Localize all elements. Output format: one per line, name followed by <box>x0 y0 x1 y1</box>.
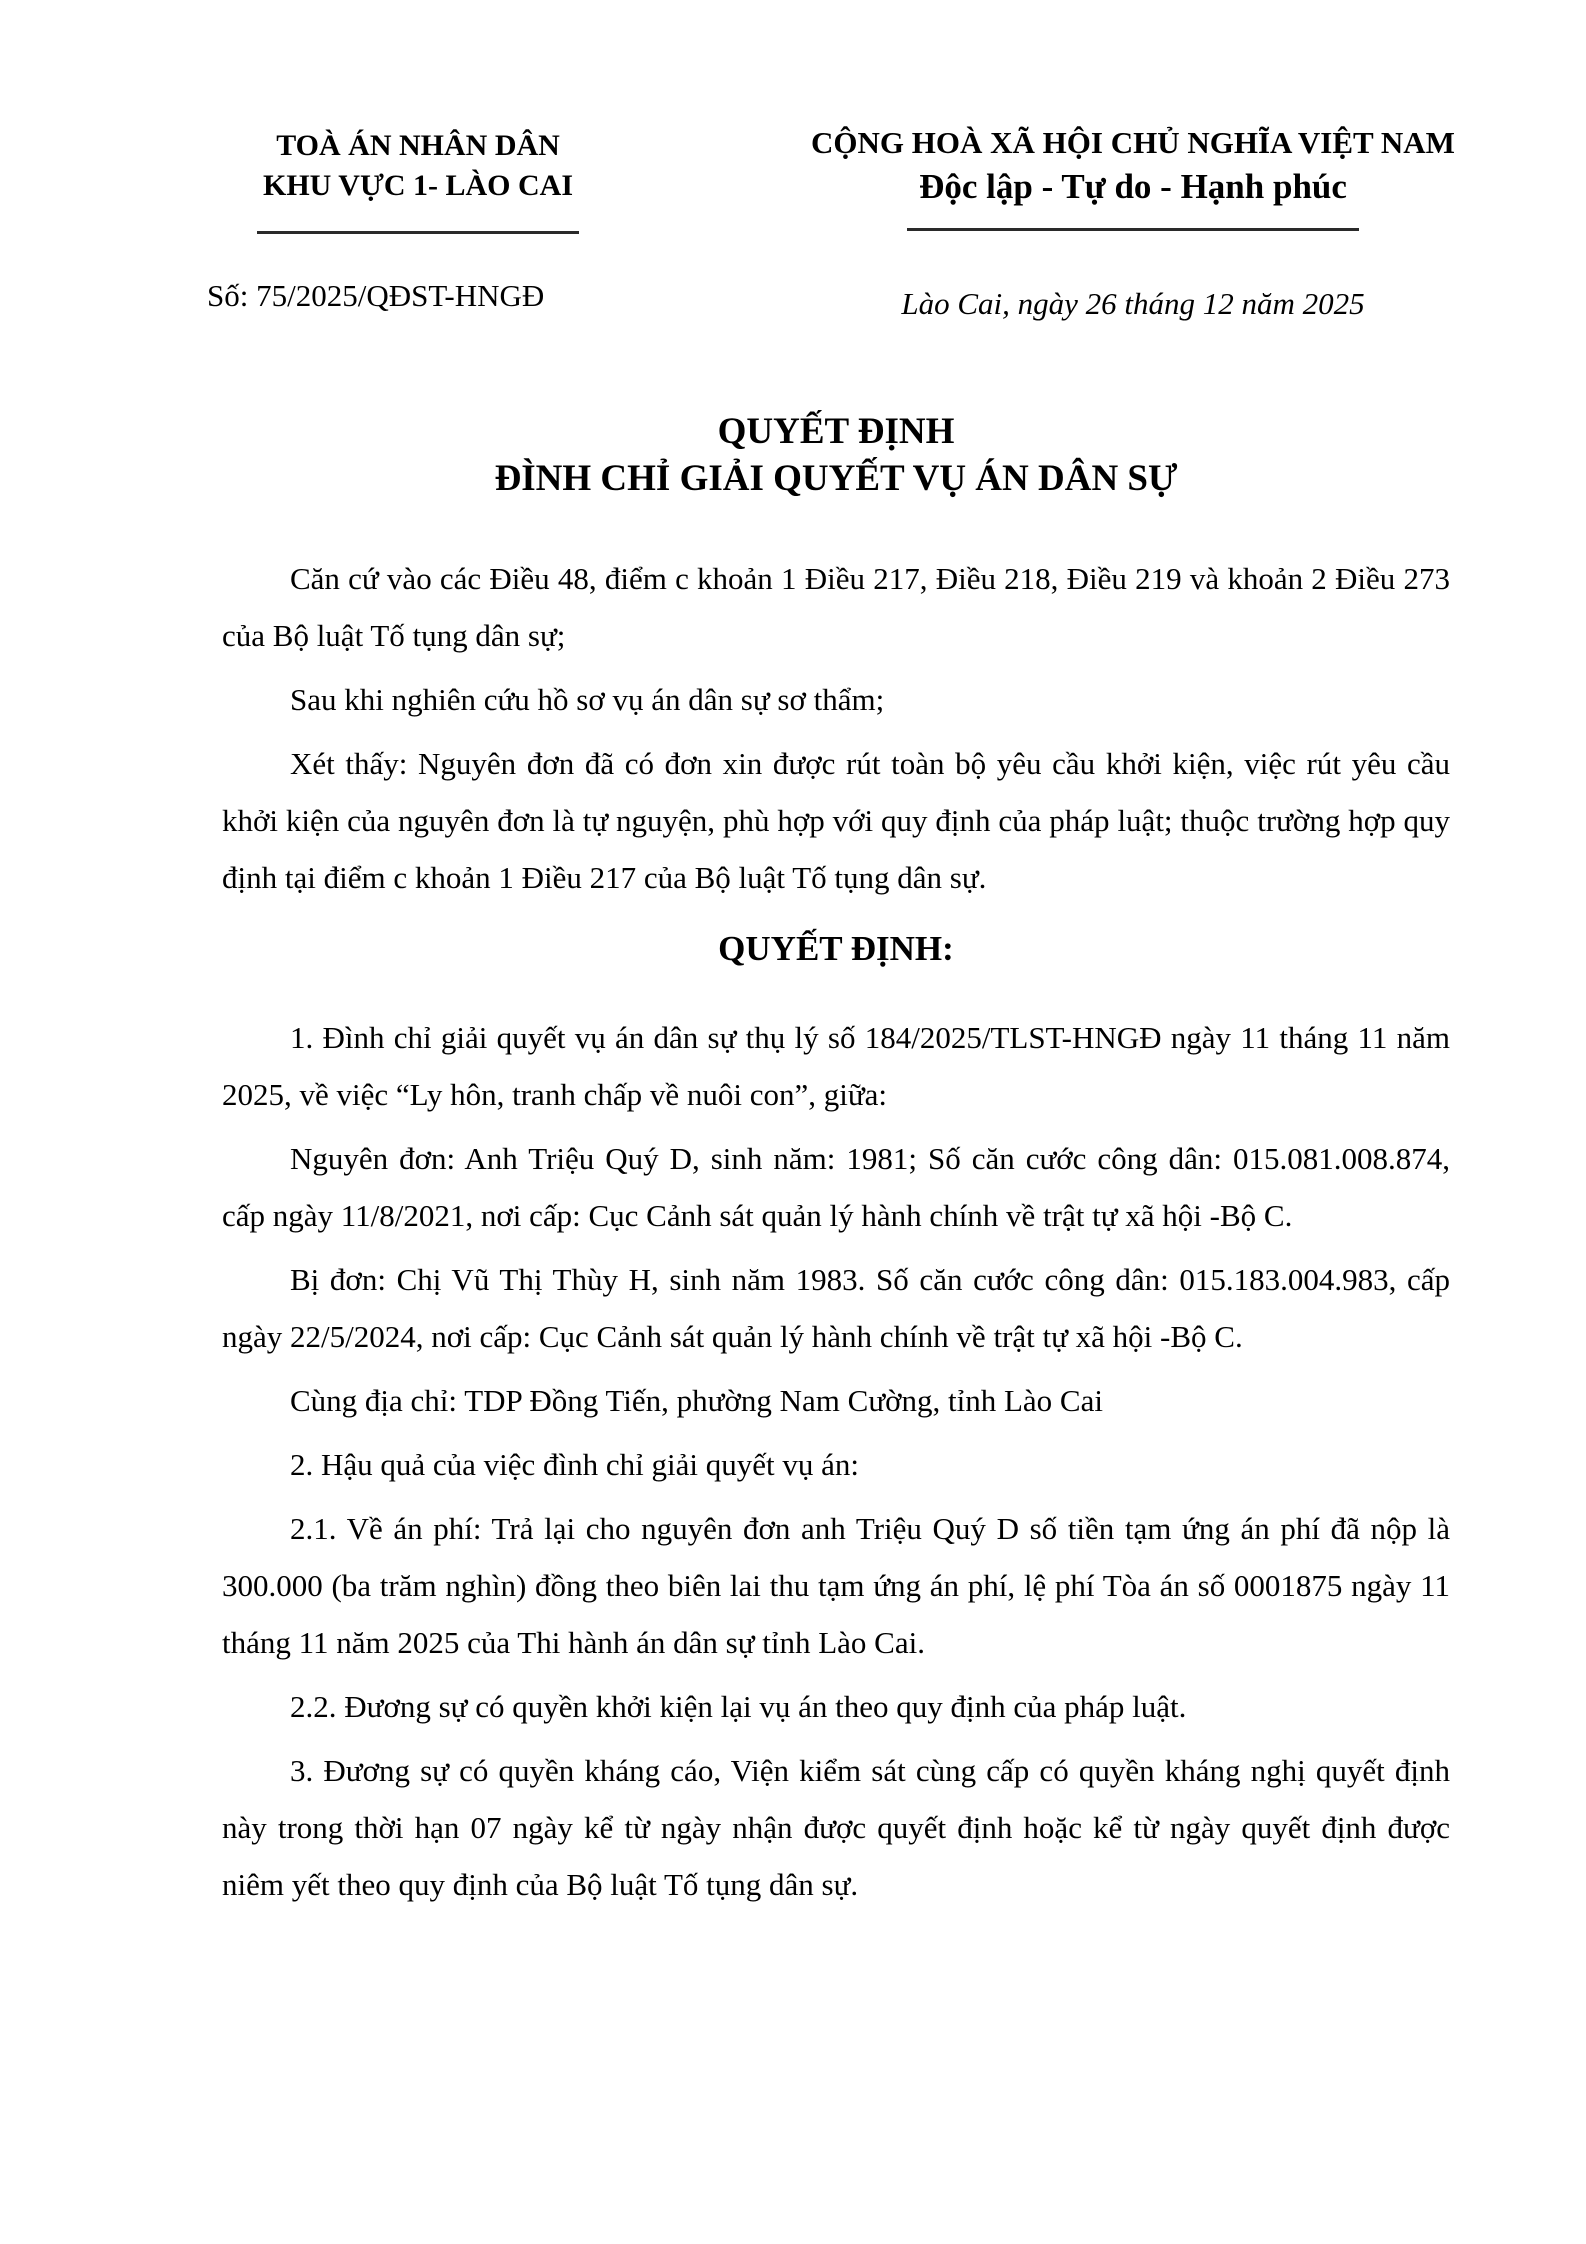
body-paragraph: Nguyên đơn: Anh Triệu Quý D, sinh năm: 1981; Số căn cước công dân: 015.081.008.874, cấp ngày 11/8/2021, nơi cấp: Cục Cảnh sát quản lý hành chính về trật tự xã hội -Bộ C. <box>222 1141 1450 1233</box>
body-paragraph: Căn cứ vào các Điều 48, điểm c khoản 1 Điều 217, Điều 218, Điều 219 và khoản 2 Điều 273 của Bộ luật Tố tụng dân sự; <box>222 561 1450 653</box>
document-body <box>222 550 1450 1920</box>
decision-heading: QUYẾT ĐỊNH: <box>718 929 954 968</box>
court-name-rule <box>257 231 579 234</box>
national-motto-line2: Độc lập - Tự do - Hạnh phúc <box>919 167 1347 206</box>
court-name-line1: TOÀ ÁN NHÂN DÂN <box>276 129 560 162</box>
body-paragraph: Xét thấy: Nguyên đơn đã có đơn xin được rút toàn bộ yêu cầu khởi kiện, việc rút yêu cầu khởi kiện của nguyên đơn là tự nguyện, phù hợp với quy định của pháp luật; thuộc trường hợp quy định tại điểm c khoản 1 Điều 217 của Bộ luật Tố tụng dân sự. <box>222 746 1450 895</box>
preamble-section <box>222 550 1450 906</box>
document-title-line1: QUYẾT ĐỊNH <box>717 411 955 452</box>
body-paragraph: Cùng địa chỉ: TDP Đồng Tiến, phường Nam Cường, tỉnh Lào Cai <box>290 1383 1103 1418</box>
body-paragraph: 2. Hậu quả của việc đình chỉ giải quyết vụ án: <box>290 1447 860 1482</box>
body-paragraph: 2.1. Về án phí: Trả lại cho nguyên đơn anh Triệu Quý D số tiền tạm ứng án phí đã nộp là 300.000 (ba trăm nghìn) đồng theo biên lai thu tạm ứng án phí, lệ phí Tòa án số 0001875 ngày 11 tháng 11 năm 2025 của Thi hành án dân sự tỉnh Lào Cai. <box>222 1511 1450 1660</box>
national-motto-line1: CỘNG HOÀ XÃ HỘI CHỦ NGHĨA VIỆT NAM <box>811 125 1455 160</box>
body-paragraph: 1. Đình chỉ giải quyết vụ án dân sự thụ lý số 184/2025/TLST-HNGĐ ngày 11 tháng 11 năm 2025, về việc “Ly hôn, tranh chấp về nuôi con”, giữa: <box>222 1020 1450 1112</box>
document-title-line2: ĐÌNH CHỈ GIẢI QUYẾT VỤ ÁN DÂN SỰ <box>494 458 1178 499</box>
body-paragraph: Sau khi nghiên cứu hồ sơ vụ án dân sự sơ thẩm; <box>290 682 885 717</box>
national-motto-rule <box>907 228 1359 231</box>
clauses-section <box>222 1009 1450 1913</box>
national-motto-block <box>768 122 1498 231</box>
body-paragraph: Bị đơn: Chị Vũ Thị Thùy H, sinh năm 1983. Số căn cước công dân: 015.183.004.983, cấp ngày 22/5/2024, nơi cấp: Cục Cảnh sát quản lý hành chính về trật tự xã hội -Bộ C. <box>222 1262 1450 1354</box>
court-name-line2: KHU VỰC 1- LÀO CAI <box>262 169 573 202</box>
place-and-date: Lào Cai, ngày 26 tháng 12 năm 2025 <box>901 286 1365 321</box>
court-name-block <box>222 126 614 234</box>
body-paragraph: 3. Đương sự có quyền kháng cáo, Viện kiểm sát cùng cấp có quyền kháng nghị quyết định này trong thời hạn 07 ngày kể từ ngày nhận được quyết định hoặc kể từ ngày quyết định được niêm yết theo quy định của Bộ luật Tố tụng dân sự. <box>222 1753 1450 1902</box>
body-paragraph: 2.2. Đương sự có quyền khởi kiện lại vụ án theo quy định của pháp luật. <box>290 1689 1187 1724</box>
document-title <box>222 408 1450 502</box>
document-number: Số: 75/2025/QĐST-HNGĐ <box>207 278 545 313</box>
